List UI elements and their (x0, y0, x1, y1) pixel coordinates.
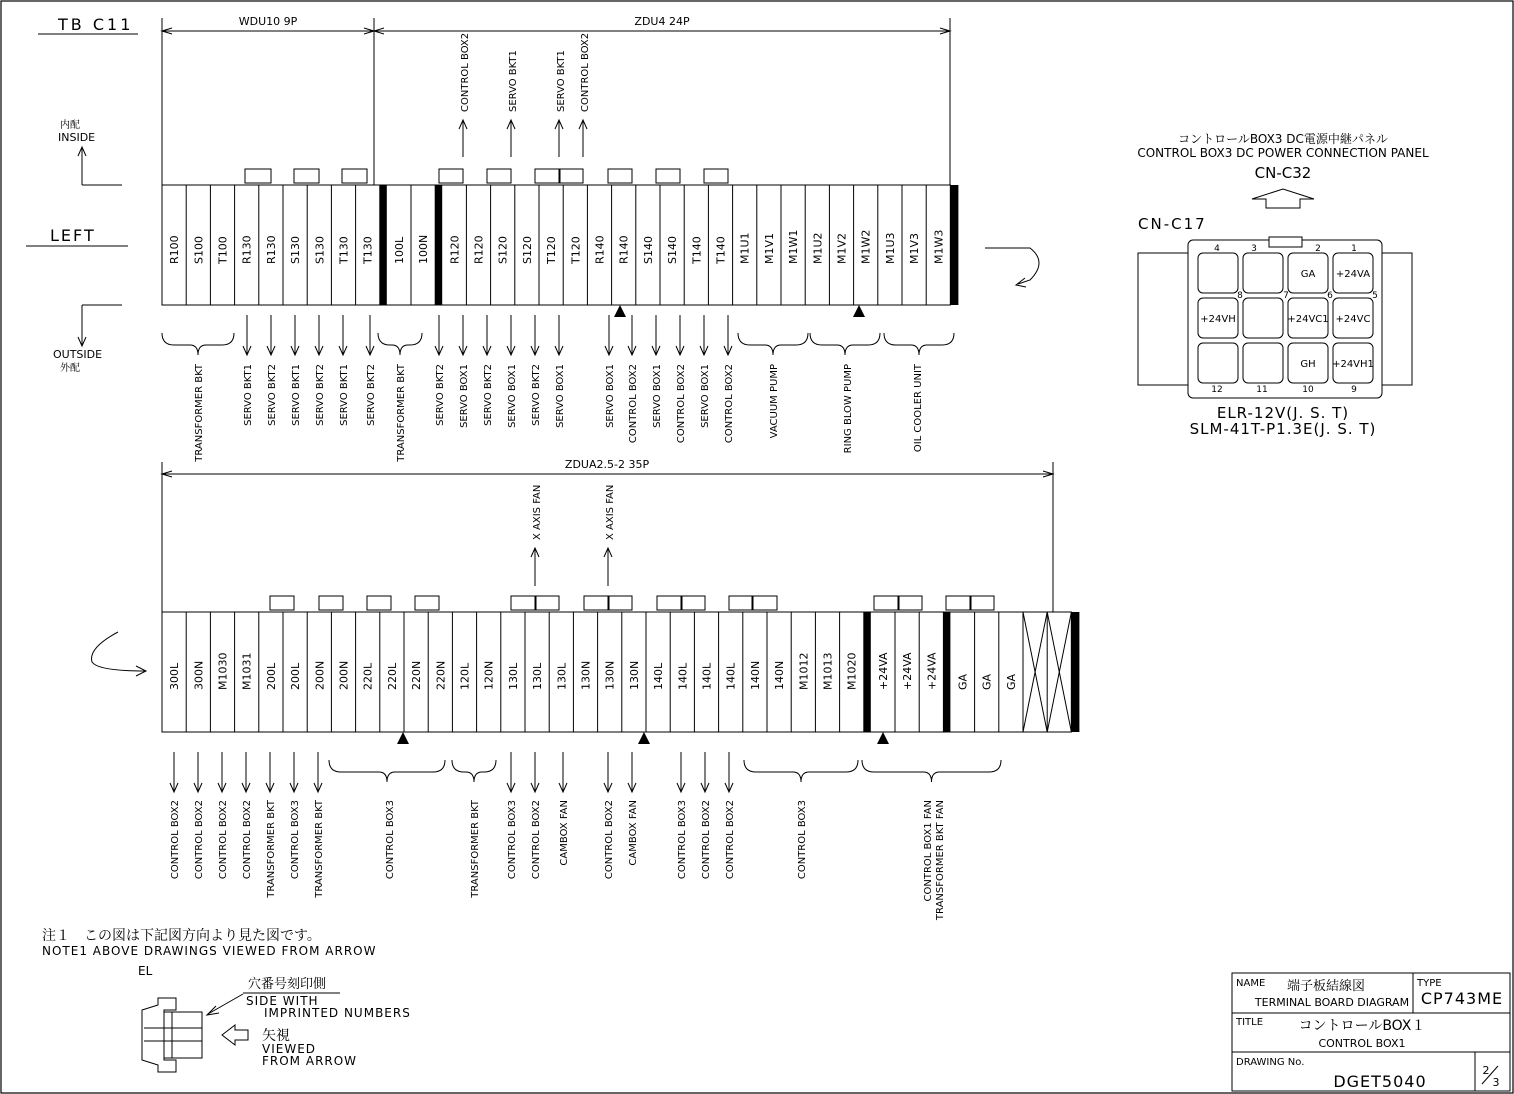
connector-title-en: CONTROL BOX3 DC POWER CONNECTION PANEL (1137, 146, 1429, 160)
jumper-bridge (270, 596, 294, 610)
terminal-label: +24VA (876, 652, 890, 690)
el-connector-icon (142, 998, 202, 1072)
connector-pin-label: GH (1300, 359, 1316, 370)
view-jp-label: 矢視 (262, 1028, 290, 1044)
jumper-bridge (753, 596, 777, 610)
terminal-label: R140 (593, 235, 607, 264)
terminal-label: 140L (724, 662, 738, 690)
connector-pin-grid (1198, 244, 1378, 395)
connector-pin (1243, 253, 1283, 293)
left-label: LEFT (50, 226, 96, 245)
marker-triangle (397, 732, 409, 744)
el-label: EL (138, 964, 153, 978)
top-destination-label: SERVO BKT1 (508, 50, 519, 112)
marker-triangle (877, 732, 889, 744)
jumper-bridge (971, 596, 994, 610)
bottom-destination-label: CONTROL BOX2 (242, 800, 253, 880)
terminal-label: 140L (700, 662, 714, 690)
jumper-bridge (946, 596, 970, 610)
connector-pin-label: +24VA (1335, 269, 1371, 280)
top-destination-label: X AXIS FAN (532, 484, 543, 540)
marker-triangle (638, 732, 650, 744)
terminal-label: 220L (361, 662, 375, 690)
terminal-label: 130L (506, 662, 520, 690)
group-label: ZDUA2.5-2 35P (564, 458, 650, 471)
terminal-label: 130L (531, 662, 545, 690)
pin-number: 5 (1372, 291, 1378, 301)
bottom-destination-label: CONTROL BOX2 (701, 800, 712, 880)
terminal-label: M1U1 (738, 232, 752, 264)
terminal-label: T120 (569, 236, 583, 264)
pin-number: 12 (1211, 385, 1223, 395)
bottom-destination-label: TRANSFORMER BKT (396, 364, 407, 462)
terminal-label: 200N (313, 660, 327, 690)
bottom-destination-label: TRANSFORMER BKT (194, 364, 205, 462)
terminal-label: GA (956, 673, 970, 690)
bottom-destination-label: SERVO BKT2 (366, 364, 377, 426)
pin-number: 2 (1315, 244, 1321, 254)
pin-number: 7 (1283, 291, 1289, 301)
bottom-destination-label: SERVO BKT1 (291, 364, 302, 426)
jumper-bridge (729, 596, 752, 610)
terminal-label: 220N (410, 660, 424, 690)
terminal-label: T120 (545, 236, 559, 264)
bottom-destination-label: CONTROL BOX3 (385, 800, 396, 880)
terminal-label: S130 (313, 236, 327, 264)
terminal-label: 220N (434, 660, 448, 690)
bottom-destination-label: SERVO BKT2 (267, 364, 278, 426)
bottom-destination-label: SERVO BKT2 (435, 364, 446, 426)
side-en-2: IMPRINTED NUMBERS (264, 1006, 411, 1020)
terminal-label: S140 (641, 236, 655, 264)
jumper-bridge (560, 169, 583, 183)
pin-number: 8 (1237, 291, 1243, 301)
bottom-destination-label: TRANSFORMER BKT (314, 800, 325, 898)
bottom-destination-label: SERVO BOX1 (700, 364, 711, 428)
terminal-label: 220L (385, 662, 399, 690)
title-jp: コントロールBOX１ (1298, 1018, 1426, 1034)
connector-pin (1243, 343, 1283, 383)
view-en-1: VIEWED (262, 1042, 317, 1056)
bottom-destination-label: SERVO BOX1 (652, 364, 663, 428)
bottom-destination-label: CAMBOX FAN (559, 800, 570, 866)
connector-pin-label: GA (1300, 269, 1316, 280)
jumper-bridge (319, 596, 343, 610)
jumper-bridge (511, 596, 535, 610)
jumper-bridge (535, 169, 559, 183)
jumper-bridge (656, 169, 680, 183)
pin-number: 11 (1256, 385, 1268, 395)
terminal-label: R130 (264, 235, 278, 264)
terminal-label: S120 (496, 236, 510, 264)
connector-pin-label: +24VH (1200, 314, 1236, 325)
terminal-label: M1W3 (932, 229, 946, 264)
terminal-label: M1V1 (762, 232, 776, 264)
jumper-bridge (874, 596, 898, 610)
jumper-bridge (704, 169, 728, 183)
connector-pin-label: +24VH1 (1332, 359, 1374, 370)
terminal-label: M1W2 (859, 229, 873, 264)
bottom-destination-label: OIL COOLER UNIT (913, 364, 924, 453)
connector-part-2: SLM-41T-P1.3E(J. S. T) (1189, 420, 1377, 438)
up-arrow-icon (1252, 189, 1314, 208)
jumper-bridge (439, 169, 463, 183)
terminal-label: 140N (748, 660, 762, 690)
top-destination-label: CONTROL BOX2 (580, 32, 591, 112)
type-label: TYPE (1417, 978, 1442, 989)
terminal-label: 130N (627, 660, 641, 690)
terminal-label: 130L (555, 662, 569, 690)
bottom-destination-label: SERVO BKT2 (531, 364, 542, 426)
terminal-label: S140 (666, 236, 680, 264)
terminal-label: T140 (690, 236, 704, 264)
terminal-label: S120 (520, 236, 534, 264)
bottom-destination-label: VACUUM PUMP (769, 364, 780, 439)
terminal-label: 100N (417, 234, 431, 264)
terminal-label: R120 (448, 235, 462, 264)
marker-triangle (853, 305, 865, 317)
bottom-destination-label: CONTROL BOX3 (677, 800, 688, 880)
group-label-b: ZDU4 24P (634, 15, 690, 28)
terminal-label: 140N (773, 660, 787, 690)
jumper-bridge (487, 169, 511, 183)
drawing-value: DGET5040 (1333, 1072, 1427, 1091)
terminal-label: M1031 (240, 652, 254, 690)
pin-number: 6 (1327, 291, 1333, 301)
terminal-label: 140L (652, 662, 666, 690)
terminal-label: 140L (676, 662, 690, 690)
view-en-2: FROM ARROW (262, 1054, 358, 1068)
outside-jp-label: 外配 (60, 363, 80, 374)
terminal-label: M1030 (216, 652, 230, 690)
bottom-destination-label: CONTROL BOX3 (507, 800, 518, 880)
inside-jp-label: 内配 (60, 120, 80, 131)
terminal-label: +24VA (901, 652, 915, 690)
terminal-label: T140 (714, 236, 728, 264)
terminal-label: 120L (458, 662, 472, 690)
bottom-destination-label: SERVO BKT1 (339, 364, 350, 426)
terminal-label: M1020 (845, 652, 859, 690)
connector-pin-label: +24VC (1335, 314, 1371, 325)
pin-number: 9 (1351, 385, 1357, 395)
side-en-1: SIDE WITH (246, 994, 319, 1008)
terminal-label: S100 (192, 236, 206, 264)
name-label: NAME (1236, 978, 1266, 989)
terminal-label: 100L (392, 236, 406, 264)
terminal-label: 200L (264, 662, 278, 690)
connector-pin-label: +24VC1 (1287, 314, 1329, 325)
pin-number: 10 (1302, 385, 1314, 395)
terminal-label: M1013 (821, 652, 835, 690)
connector-pin (1198, 343, 1238, 383)
bottom-destination-label: SERVO BOX1 (507, 364, 518, 428)
bottom-destination-label: CONTROL BOX2 (725, 800, 736, 880)
terminal-label: T130 (361, 236, 375, 264)
pin-number: 4 (1214, 244, 1220, 254)
side-jp-label: 穴番号刻印側 (248, 977, 327, 992)
jumper-bridge (609, 596, 632, 610)
connector-pin (1198, 253, 1238, 293)
top-destination-label: CONTROL BOX2 (460, 32, 471, 112)
jumper-bridge (584, 596, 608, 610)
terminal-label: M1V2 (835, 232, 849, 264)
note-en: NOTE1 ABOVE DRAWINGS VIEWED FROM ARROW (42, 944, 377, 958)
jumper-bridge (682, 596, 705, 610)
top-destination-label: SERVO BKT1 (556, 50, 567, 112)
terminal-label: 200N (337, 660, 351, 690)
title-en: CONTROL BOX1 (1318, 1037, 1406, 1050)
bottom-destination-label: CONTROL BOX2 (604, 800, 615, 880)
jumper-bridge (245, 169, 271, 183)
bottom-destination-label: SERVO BOX1 (459, 364, 470, 428)
jumper-bridge (536, 596, 559, 610)
bottom-destination-label: CONTROL BOX3 (797, 800, 808, 880)
terminal-label: M1V3 (908, 232, 922, 264)
bottom-destination-label: SERVO BKT2 (483, 364, 494, 426)
note-jp: 注１ この図は下記図方向より見た図です。 (42, 928, 321, 944)
jumper-bridge (899, 596, 922, 610)
terminal-label: 200L (289, 662, 303, 690)
connector-part-1: ELR-12V(J. S. T) (1216, 404, 1350, 422)
bottom-destination-label: SERVO BOX1 (555, 364, 566, 428)
name-en: TERMINAL BOARD DIAGRAM (1254, 996, 1410, 1009)
terminal-label: 300L (168, 662, 182, 690)
terminal-label: M1U3 (883, 232, 897, 264)
bottom-destination-label: SERVO BKT1 (243, 364, 254, 426)
terminal-label: R130 (240, 235, 254, 264)
terminal-label: 300N (192, 660, 206, 690)
terminal-label: T130 (337, 236, 351, 264)
group-label-a: WDU10 9P (238, 15, 298, 28)
type-value: CP743ME (1420, 989, 1504, 1008)
name-jp: 端子板結線図 (1286, 979, 1366, 994)
connector-title-jp: コントロールBOX3 DC電源中継パネル (1178, 132, 1388, 146)
bottom-destination-label: SERVO BOX1 (605, 364, 616, 428)
terminal-label: +24VA (925, 652, 939, 690)
terminal-label: GA (1004, 673, 1018, 690)
jumper-bridge (415, 596, 439, 610)
bottom-destination-label: CAMBOX FAN (628, 800, 639, 866)
terminal-board-1 (162, 15, 958, 463)
board-id-label: TB C11 (58, 15, 134, 34)
terminal-label: M1012 (797, 652, 811, 690)
title-label: TITLE (1236, 1017, 1264, 1028)
jumper-bridge (608, 169, 632, 183)
bottom-destination-label: CONTROL BOX2 (170, 800, 181, 880)
terminal-label: 130N (603, 660, 617, 690)
terminal-label: M1W1 (787, 229, 801, 264)
bottom-destination-label: RING BLOW PUMP (843, 364, 854, 454)
bottom-destination-label: CONTROL BOX3 (290, 800, 301, 880)
bottom-destination-label: TRANSFORMER BKT (266, 800, 277, 898)
jumper-bridge (657, 596, 681, 610)
bottom-destination-label: TRANSFORMER BKT (470, 800, 481, 898)
bottom-destination-label: TRANSFORMER BKT FAN (935, 800, 946, 921)
terminal-label: S130 (289, 236, 303, 264)
bottom-destination-label: SERVO BKT2 (315, 364, 326, 426)
terminal-label: 120N (482, 660, 496, 690)
connector-pin (1243, 298, 1283, 338)
marker-triangle (614, 305, 626, 317)
bottom-destination-label: CONTROL BOX2 (724, 364, 735, 444)
jumper-bridge (367, 596, 391, 610)
pin-number: 3 (1251, 244, 1257, 254)
terminal-label: R120 (472, 235, 486, 264)
inside-en-label: INSIDE (58, 131, 96, 144)
connector-name: CN-C17 (1138, 215, 1207, 233)
bottom-destination-label: CONTROL BOX2 (194, 800, 205, 880)
drawing-label: DRAWING No. (1236, 1057, 1305, 1068)
top-destination-label: X AXIS FAN (605, 484, 616, 540)
bottom-destination-label: CONTROL BOX2 (218, 800, 229, 880)
bottom-destination-label: CONTROL BOX2 (531, 800, 542, 880)
terminal-label: R140 (617, 235, 631, 264)
bottom-destination-label: CONTROL BOX2 (676, 364, 687, 444)
terminal-label: M1U2 (811, 232, 825, 264)
jumper-bridge (294, 169, 319, 183)
terminal-label: T100 (216, 236, 230, 264)
pin-number: 1 (1351, 244, 1357, 254)
outside-en-label: OUTSIDE (53, 348, 103, 361)
sheet-number: 2 (1482, 1064, 1490, 1077)
bottom-destination-label: CONTROL BOX2 (628, 364, 639, 444)
jumper-bridge (342, 169, 367, 183)
terminal-board-2 (162, 458, 1079, 921)
connector-mate-label: CN-C32 (1254, 164, 1312, 182)
bottom-destination-label: CONTROL BOX1 FAN (923, 800, 934, 902)
terminal-label: 130N (579, 660, 593, 690)
view-arrow-icon (222, 1025, 248, 1045)
terminal-label: GA (980, 673, 994, 690)
terminal-label: R100 (168, 235, 182, 264)
sheet-total: 3 (1492, 1076, 1500, 1089)
